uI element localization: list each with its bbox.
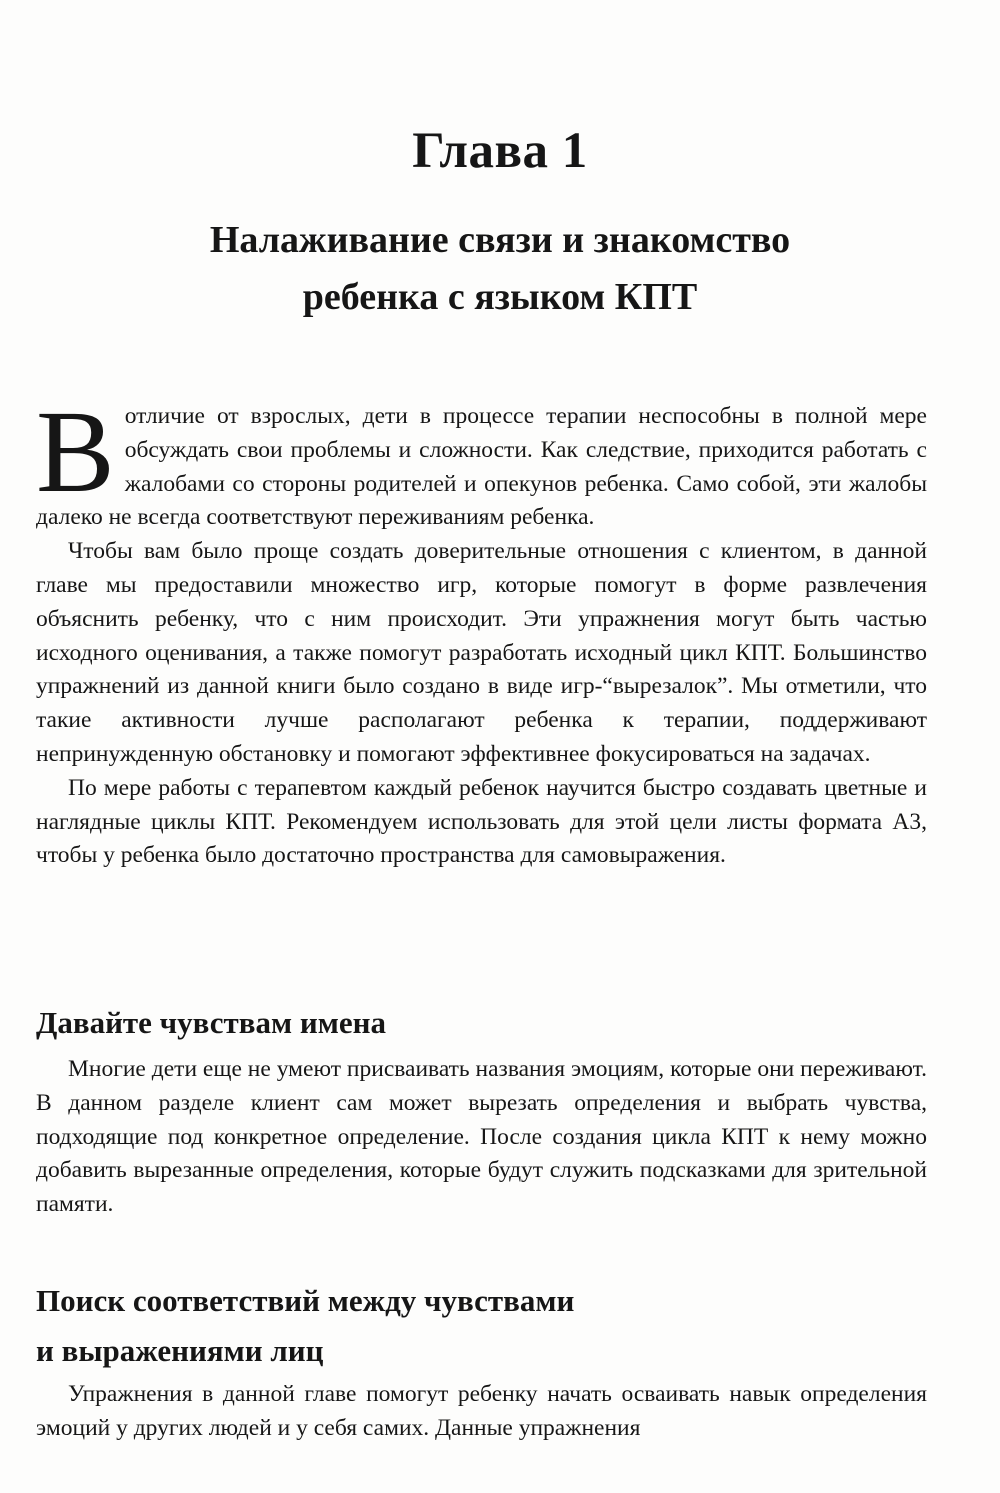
chapter-title-line-2: ребенка с языком КПТ (302, 276, 698, 318)
section-heading-matching (36, 1276, 574, 1376)
matching-section (36, 1378, 927, 1446)
section-heading-feelings: Давайте чувствам имена (36, 1005, 386, 1040)
intro-paragraph-2: Чтобы вам было проще создать доверительные отношения с клиентом, в данной главе мы предоставили множество игр, которые помогут в форме развлечения объяснить ребенку, что с ним происходит. Эти упражнения могут быть частью исходного оценивания, а также помогут разработать исходный цикл КПТ. Большинство упражнений из данной книги было создано в виде игр-“вырезалок”. Мы отметили, что такие активности лучше располагают ребенка к терапии, поддерживают непринужденную обстановку и помогают эффективнее фокусироваться на задачах. (36, 538, 927, 767)
intro-section (36, 386, 927, 873)
intro-paragraph-1 (36, 386, 927, 535)
matching-paragraph-1: Упражнения в данной главе помогут ребенку начать осваивать навык определения эмоций у других людей и у себя самих. Данные упражнения (36, 1381, 927, 1441)
intro-paragraph-3: По мере работы с терапевтом каждый ребенок научится быстро создавать цветные и наглядные циклы КПТ. Рекомендуем использовать для этой цели листы формата А3, чтобы у ребенка было достаточно пространства для самовыражения. (36, 774, 927, 869)
intro-paragraph-1-text: отличие от взрослых, дети в процессе терапии неспособны в полной мере обсуждать свои проблемы и сложности. Как следствие, приходится работать с жалобами со стороны родителей и опекунов ребенка. Само собой, эти жалобы далеко не всегда соответствуют переживаниям ребенка. (36, 403, 927, 531)
section-heading-matching-line-2: и выражениями лиц (36, 1333, 324, 1368)
feelings-paragraph-1: Многие дети еще не умеют присваивать названия эмоциям, которые они переживают. В данном разделе клиент сам может вырезать определения и выбрать чувства, подходящие под конкретное определение. После создания цикла КПТ к нему можно добавить вырезанные определения, которые будут служить подсказками для зрительной памяти. (36, 1056, 927, 1218)
feelings-section (36, 1053, 927, 1222)
chapter-title (0, 212, 1000, 326)
chapter-title-line-1: Налаживание связи и знакомство (209, 219, 791, 261)
section-heading-matching-line-1: Поиск соответствий между чувствами (36, 1283, 575, 1318)
chapter-number: Глава 1 (412, 123, 588, 179)
drop-cap: В (36, 386, 115, 517)
